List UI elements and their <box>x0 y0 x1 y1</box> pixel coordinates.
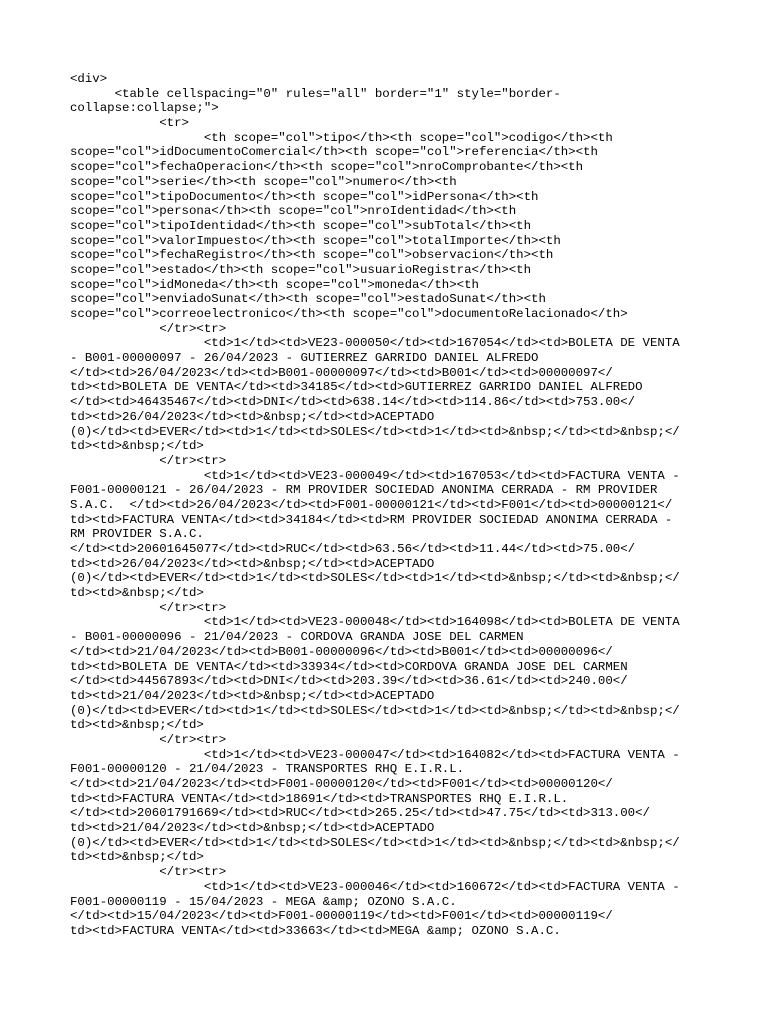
text-line: </tr><tr> <box>70 865 227 880</box>
text-line: <td>1</td><td>VE23-000049</td><td>167053</td><td>FACTURA VENTA - <box>70 468 680 483</box>
text-line: scope="col">correoelectronico</th><th scope="col">documentoRelacionado</th> <box>70 307 628 321</box>
text-line: scope="col">idMoneda</th><th scope="col">moneda</th><th <box>70 277 479 292</box>
text-line: <div> <box>70 72 108 86</box>
text-line: </td><td>26/04/2023</td><td>B001-00000097</td><td>B001</td><td>00000097</ <box>70 365 613 380</box>
text-line: </td><td>46435467</td><td>DNI</td><td>638.14</td><td>114.86</td><td>753.00</ <box>70 395 636 410</box>
text-line: - B001-00000097 - 26/04/2023 - GUTIERREZ GARRIDO DANIEL ALFREDO <box>70 351 539 366</box>
text-line: </td><td>21/04/2023</td><td>B001-00000096</td><td>B001</td><td>00000096</ <box>70 644 613 659</box>
text-line: <td>1</td><td>VE23-000046</td><td>160672</td><td>FACTURA VENTA - <box>70 879 680 894</box>
text-line: td><td>&nbsp;</td> <box>70 850 204 865</box>
text-line: F001-00000120 - 21/04/2023 - TRANSPORTES RHQ E.I.R.L. <box>70 762 465 777</box>
text-line: scope="col">tipoIdentidad</th><th scope="col">subTotal</th><th <box>70 218 532 233</box>
text-line: (0)</td><td>EVER</td><td>1</td><td>SOLES</td><td>1</td><td>&nbsp;</td><td>&nbsp;</ <box>70 703 680 718</box>
text-line: </td><td>21/04/2023</td><td>F001-00000120</td><td>F001</td><td>00000120</ <box>70 777 613 791</box>
text-line: td><td>21/04/2023</td><td>&nbsp;</td><td>ACEPTADO <box>70 821 435 836</box>
text-line: td><td>26/04/2023</td><td>&nbsp;</td><td>ACEPTADO <box>70 556 435 571</box>
text-line: td><td>21/04/2023</td><td>&nbsp;</td><td>ACEPTADO <box>70 688 435 703</box>
text-line: <table cellspacing="0" rules="all" border="1" style="border- <box>70 86 561 101</box>
text-line: (0)</td><td>EVER</td><td>1</td><td>SOLES</td><td>1</td><td>&nbsp;</td><td>&nbsp;</ <box>70 424 680 439</box>
text-line: td><td>FACTURA VENTA</td><td>18691</td><td>TRANSPORTES RHQ E.I.R.L. <box>70 791 569 806</box>
text-line: </td><td>15/04/2023</td><td>F001-00000119</td><td>F001</td><td>00000119</ <box>70 909 613 924</box>
text-line: td><td>26/04/2023</td><td>&nbsp;</td><td>ACEPTADO <box>70 409 435 424</box>
text-line: scope="col">valorImpuesto</th><th scope="col">totalImporte</th><th <box>70 233 561 248</box>
text-line: F001-00000119 - 15/04/2023 - MEGA &amp; OZONO S.A.C. <box>70 894 457 909</box>
text-line: - B001-00000096 - 21/04/2023 - CORDOVA GRANDA JOSE DEL CARMEN <box>70 630 524 645</box>
text-line: (0)</td><td>EVER</td><td>1</td><td>SOLES</td><td>1</td><td>&nbsp;</td><td>&nbsp;</ <box>70 835 680 850</box>
text-line: scope="col">fechaRegistro</th><th scope="col">observacion</th><th <box>70 248 554 263</box>
text-line: </td><td>44567893</td><td>DNI</td><td>203.39</td><td>36.61</td><td>240.00</ <box>70 674 628 689</box>
text-line: </tr><tr> <box>70 600 227 615</box>
text-line: td><td>BOLETA DE VENTA</td><td>33934</td><td>CORDOVA GRANDA JOSE DEL CARMEN <box>70 659 628 674</box>
text-line: F001-00000121 - 26/04/2023 - RM PROVIDER SOCIEDAD ANONIMA CERRADA - RM PROVIDER <box>70 483 658 498</box>
text-line: scope="col">persona</th><th scope="col">nroIdentidad</th><th <box>70 204 517 219</box>
text-line: RM PROVIDER S.A.C. <box>70 527 204 542</box>
text-line: scope="col">serie</th><th scope="col">numero</th><th <box>70 174 457 189</box>
text-line: scope="col">tipoDocumento</th><th scope="col">idPersona</th><th <box>70 189 539 204</box>
text-line: scope="col">fechaOperacion</th><th scope="col">nroComprobante</th><th <box>70 160 584 175</box>
text-line: (0)</td><td>EVER</td><td>1</td><td>SOLES</td><td>1</td><td>&nbsp;</td><td>&nbsp;</ <box>70 571 680 586</box>
text-line: <td>1</td><td>VE23-000047</td><td>164082</td><td>FACTURA VENTA - <box>70 747 680 762</box>
text-line: </tr><tr> <box>70 321 227 336</box>
text-line: </tr><tr> <box>70 732 227 747</box>
text-line: <td>1</td><td>VE23-000048</td><td>164098</td><td>BOLETA DE VENTA <box>70 615 680 630</box>
text-line: td><td>&nbsp;</td> <box>70 718 204 733</box>
text-line: td><td>FACTURA VENTA</td><td>34184</td><td>RM PROVIDER SOCIEDAD ANONIMA CERRADA - <box>70 512 673 527</box>
text-line: </tr><tr> <box>70 453 227 468</box>
text-line: <tr> <box>70 116 189 131</box>
text-line: </td><td>20601791669</td><td>RUC</td><td>265.25</td><td>47.75</td><td>313.00</ <box>70 806 650 821</box>
document-page <box>70 72 710 939</box>
text-line: </td><td>20601645077</td><td>RUC</td><td>63.56</td><td>11.44</td><td>75.00</ <box>70 542 636 556</box>
text-line: td><td>&nbsp;</td> <box>70 586 204 601</box>
text-line: S.A.C. </td><td>26/04/2023</td><td>F001-00000121</td><td>F001</td><td>00000121</ <box>70 497 673 512</box>
text-line: <th scope="col">tipo</th><th scope="col">codigo</th><th <box>70 130 613 145</box>
text-line: collapse:collapse;"> <box>70 101 219 116</box>
text-line: td><td>FACTURA VENTA</td><td>33663</td><td>MEGA &amp; OZONO S.A.C. <box>70 923 561 938</box>
text-line: scope="col">estado</th><th scope="col">usuarioRegistra</th><th <box>70 262 532 277</box>
text-line: scope="col">enviadoSunat</th><th scope="col">estadoSunat</th><th <box>70 292 546 307</box>
text-line: <td>1</td><td>VE23-000050</td><td>167054</td><td>BOLETA DE VENTA <box>70 336 680 351</box>
text-line: td><td>&nbsp;</td> <box>70 439 204 454</box>
text-line: td><td>BOLETA DE VENTA</td><td>34185</td><td>GUTIERREZ GARRIDO DANIEL ALFREDO <box>70 380 643 395</box>
text-line: scope="col">idDocumentoComercial</th><th scope="col">referencia</th><th <box>70 145 598 160</box>
